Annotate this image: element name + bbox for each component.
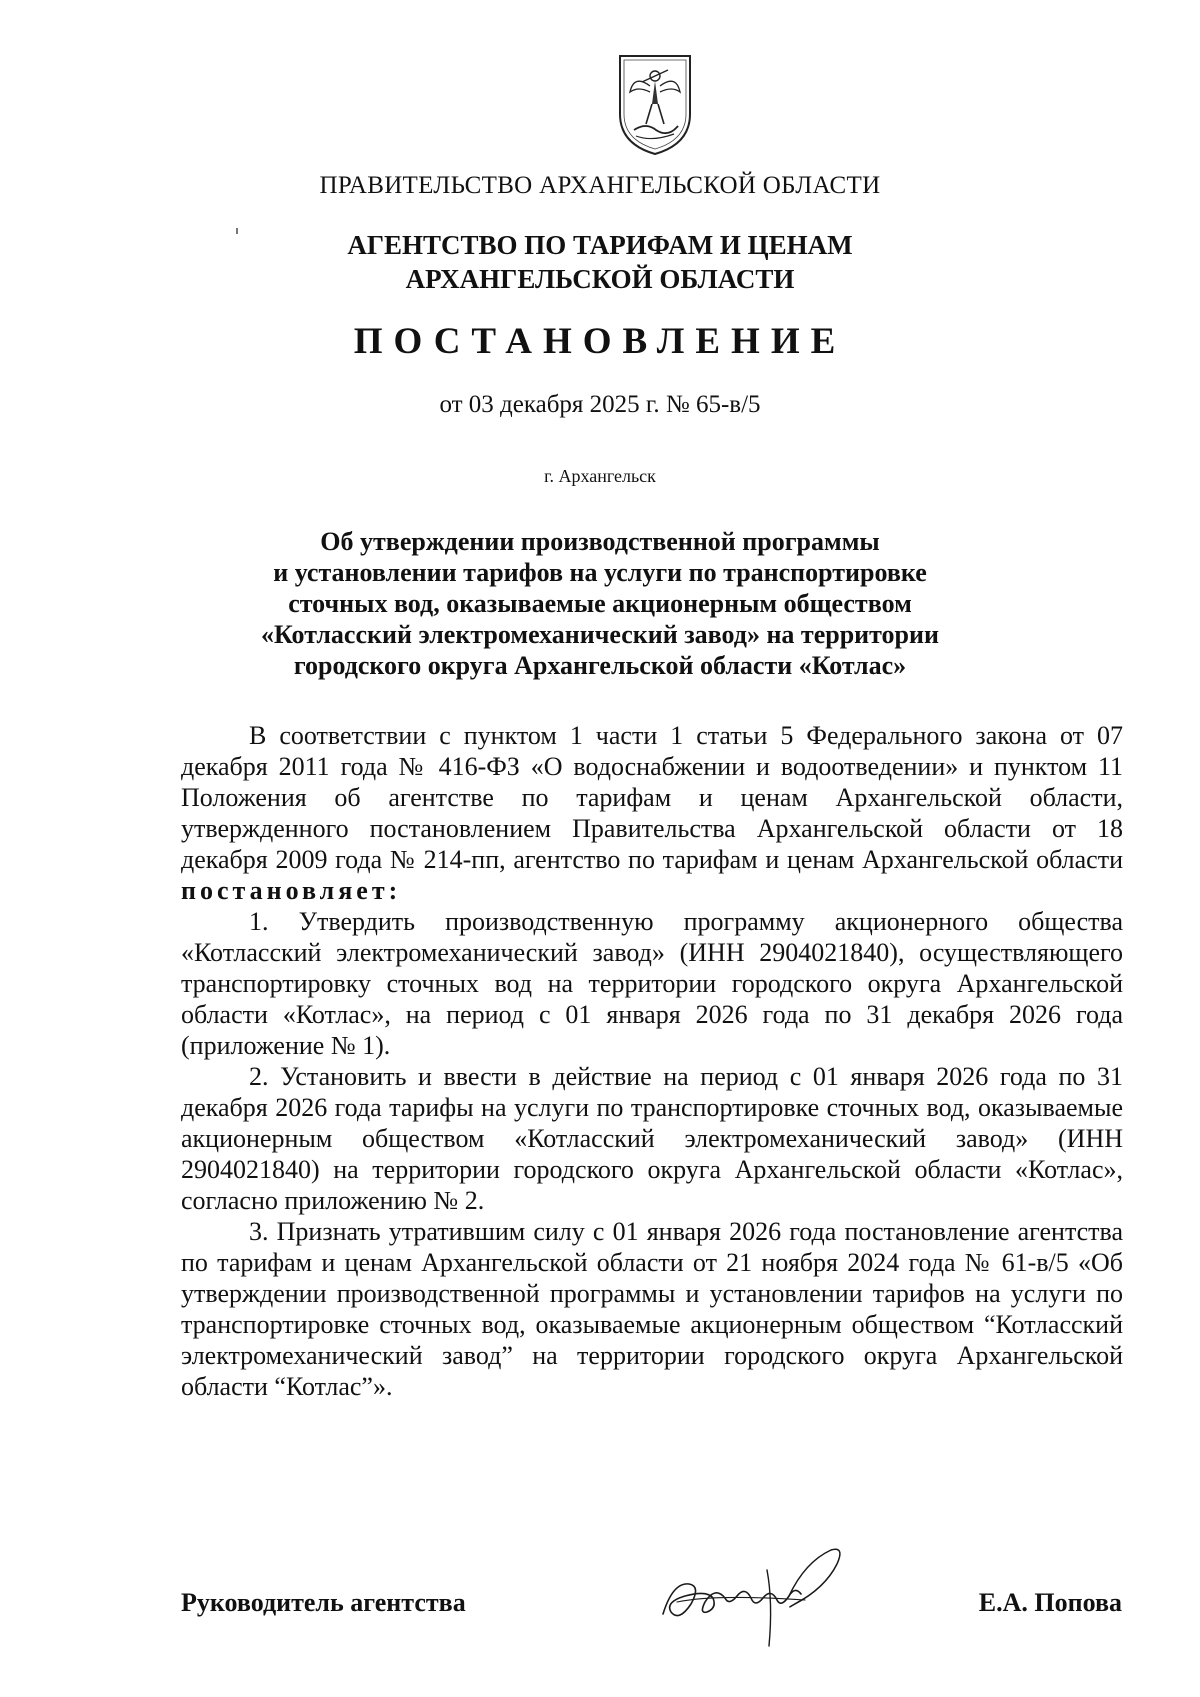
document-date-number: от 03 декабря 2025 г. № 65-в/5 bbox=[439, 391, 761, 418]
agency-name bbox=[0, 228, 1200, 296]
item-3-paragraph: 3. Признать утратившим силу с 01 января 2026 года постановление агентства по тарифам и ценам Архангельской области от 21 ноября 2024 года № 61-в/5 «Об утверждении производственной программы и установлении тарифов на услуги по транспортировке сточных вод, оказываемые акционерным обществом “Котласский электромеханический завод” на территории городского округа Архангельской области “Котлас”». bbox=[181, 1217, 1123, 1401]
subject-line: сточных вод, оказываемые акционерным обществом bbox=[288, 589, 912, 618]
document-city: г. Архангельск bbox=[544, 466, 656, 486]
preamble-paragraph bbox=[181, 720, 1123, 906]
item-1-paragraph: 1. Утвердить производственную программу акционерного общества «Котласский электромеханический завод» (ИНН 2904021840), осуществляющего транспортировку сточных вод на территории городского округа Архангельской области «Котлас», на период с 01 января 2026 года по 31 декабря 2026 года (приложение № 1). bbox=[181, 907, 1123, 1060]
subject-line: «Котласский электромеханический завод» на территории bbox=[261, 620, 939, 649]
document-type-title: ПОСТАНОВЛЕНИЕ bbox=[353, 321, 847, 362]
document-subject bbox=[0, 526, 1200, 681]
government-name: ПРАВИТЕЛЬСТВО АРХАНГЕЛЬСКОЙ ОБЛАСТИ bbox=[319, 172, 881, 199]
signatory-position: Руководитель агентства bbox=[181, 1588, 466, 1617]
decree-word: постановляет: bbox=[181, 876, 402, 905]
subject-line: Об утверждении производственной программы bbox=[320, 527, 880, 556]
coat-of-arms-icon bbox=[612, 52, 698, 156]
agency-name-line-2: АРХАНГЕЛЬСКОЙ ОБЛАСТИ bbox=[405, 264, 795, 294]
agency-name-line-1: АГЕНТСТВО ПО ТАРИФАМ И ЦЕНАМ bbox=[347, 230, 853, 260]
signatory-name: Е.А. Попова bbox=[978, 1588, 1122, 1617]
handwritten-signature-icon bbox=[655, 1542, 855, 1652]
preamble-text: В соответствии с пунктом 1 части 1 статьи 5 Федерального закона от 07 декабря 2011 года № 416-ФЗ «О водоснабжении и водоотведении» и пунктом 11 Положения об агентстве по тарифам и ценам Архангельской области, утвержденного постановлением Правительства Архангельской области от 18 декабря 2009 года № 214-пп, агентство по тарифам и ценам Архангельской области bbox=[181, 721, 1123, 874]
scan-speck bbox=[236, 228, 238, 234]
subject-line: городского округа Архангельской области «Котлас» bbox=[293, 651, 907, 680]
item-2-paragraph: 2. Установить и ввести в действие на период с 01 января 2026 года по 31 декабря 2026 года тарифы на услуги по транспортировке сточных вод, оказываемые акционерным обществом «Котласский электромеханический завод» (ИНН 2904021840) на территории городского округа Архангельской области «Котлас», согласно приложению № 2. bbox=[181, 1062, 1123, 1215]
document-body bbox=[181, 720, 1123, 1402]
subject-line: и установлении тарифов на услуги по транспортировке bbox=[273, 558, 927, 587]
